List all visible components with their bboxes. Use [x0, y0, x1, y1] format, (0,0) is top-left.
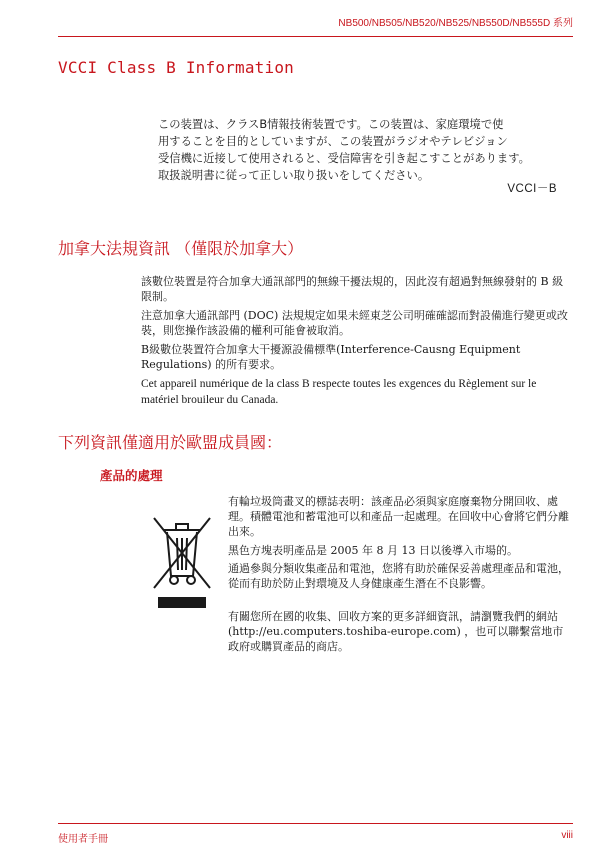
eu-subheading: 產品的處理	[100, 468, 163, 483]
vcci-line: 受信機に近接して使用されると、受信障害を引き起こすことがあります。	[158, 152, 530, 165]
vcci-mark: VCCI－B	[507, 183, 557, 195]
footer-manual-title: 使用者手冊	[58, 834, 108, 845]
vcci-line: 用することを目的としていますが、この装置がラジオやテレビジョン	[158, 135, 508, 148]
eu-para-2: 黑色方塊表明產品是 2005 年 8 月 13 日以後導入市場的。	[228, 544, 518, 557]
canada-para-4: Cet appareil numérique de la class B respecte toutes les exgences du Règlement sur le matériel brouileur du Canada.	[141, 378, 537, 406]
canada-para-2: 注意加拿大通訊部門 (DOC) 法規規定如果未經東芝公司明確確認而對設備進行變更或改裝，則您操作該設備的權利可能會被取消。	[141, 309, 568, 337]
eu-heading: 下列資訊僅適用於歐盟成員國：	[58, 433, 283, 452]
header-rule	[58, 36, 573, 37]
vcci-notice	[158, 116, 568, 184]
canada-heading: 加拿大法規資訊 （僅限於加拿大）	[58, 239, 304, 258]
crossed-out-wheelie-bin-icon	[150, 512, 214, 612]
eu-para-1: 有輪垃圾筒畫叉的標誌表明：該產品必須與家庭廢棄物分開回收、處理。積體電池和蓄電池可以和產品一起處理。在回收中心會將它們分離出來。	[228, 495, 569, 538]
vcci-heading: VCCI Class B Information	[58, 58, 294, 77]
page-number: viii	[561, 830, 573, 841]
eu-para-4: 有關您所在國的收集、回收方案的更多詳細資訊，請瀏覽我們的網站 (http://eu.computers.toshiba-europe.com) ，也可以聯繫當地市政府或購買產品的商店。	[228, 610, 564, 653]
vcci-line: この装置は、クラスB情報技術装置です。この装置は、家庭環境で使	[158, 118, 504, 131]
vcci-line: 取扱説明書に従って正しい取り扱いをしてください。	[158, 169, 430, 182]
footer-rule	[58, 823, 573, 824]
eu-para-3: 通過參與分類收集產品和電池，您將有助於確保妥善處理產品和電池，從而有助於防止對環境及人身健康產生潛在不良影響。	[228, 562, 569, 590]
canada-para-3: B級數位裝置符合加拿大干擾源設備標準(Interference-Causng Equipment Regulations) 的所有要求。	[141, 343, 521, 371]
canada-para-1: 該數位裝置是符合加拿大通訊部門的無線干擾法規的，因此沒有超過對無線發射的 B 級限制。	[141, 275, 564, 303]
running-header: NB500/NB505/NB520/NB525/NB550D/NB555D 系列	[338, 18, 573, 29]
